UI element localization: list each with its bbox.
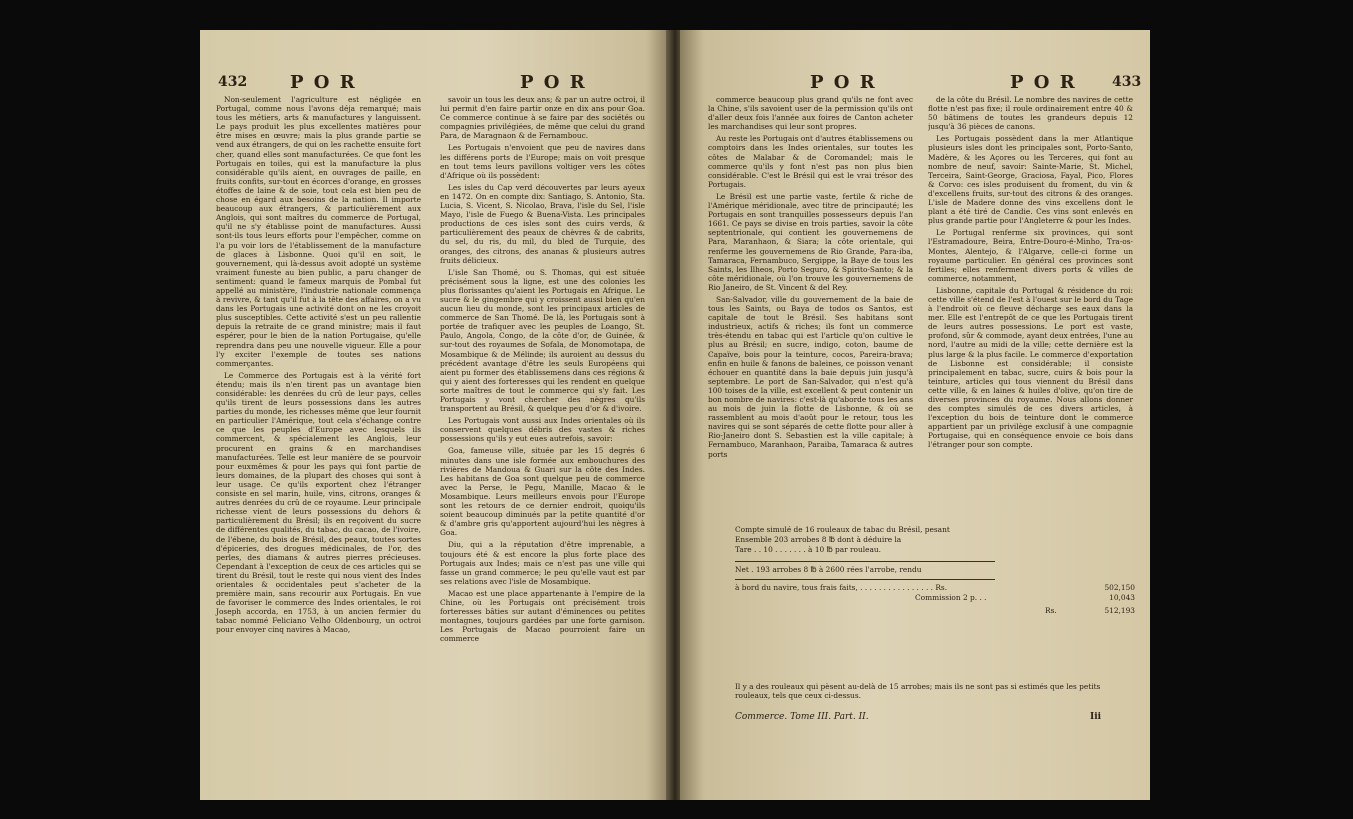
text-column-2 xyxy=(440,95,645,646)
account-summary xyxy=(735,525,1135,616)
running-head-left: P O R xyxy=(810,72,877,93)
summary-line: Tare . . 10 . . . . . . . à 10 ℔ par rouleau. xyxy=(735,545,881,554)
text-column-2 xyxy=(928,95,1133,550)
note-text: Il y a des rouleaux qui pèsent au-delà de 15 arrobes; mais ils ne sont pas si estimés que les petits rouleaux, tels que ceux ci-dessus. xyxy=(735,682,1101,700)
paragraph: Lisbonne, capitale du Portugal & résidence du roi: cette ville s'étend de l'est à l'ouest sur le bord du Tage à l'endroit où ce fleuve décharge ses eaux dans la mer. Elle est l'entrepôt de ce que les Portugais tirent de leurs autres possessions. Le port est vaste, profond, sûr & commode, ayant deux entrées, l'une au nord, l'autre au midi de la ville; cette dernière est la plus large & la plus facile. Le commerce d'exportation de Lisbonne est considérable; il consiste principalement en tabac, sucre, cuirs & bois pour la teinture, articles qui tous viennent du Brésil dans cette ville, & en laines & huiles d'olive, qu'on tire de diverses provinces du royaume. Nous allons donner des comptes simulés de ces divers articles, à l'exception du bois de teinture dont le commerce appartient par un privilège exclusif à une compagnie Portugaise, qui en conséquence envoie ce bois dans l'étranger pour son compte. xyxy=(928,285,1133,450)
text-column-1 xyxy=(216,95,421,638)
summary-line: Net . 193 arrobes 8 ℔ à 2600 rées l'arrobe, rendu xyxy=(735,565,922,574)
paragraph: Non-seulement l'agriculture est négligée en Portugal, comme nous l'avons déja remarqué; mais tous les métiers, arts & manufactures y languissent. Le pays produit les plus excellentes matières pour être mises en œuvre; mais la plus grande partie se vend aux étrangers, de qui on les rachette ensuite fort cher, quand elles sont manufacturées. Ce que font les Portugais en toiles, qui est la manufacture la plus considérable qu'ils aient, en ouvrages de paille, en fruits confits, sur-tout en écorces d'orange, en grosses étoffes de laine & de soie, tout cela est bien peu de chose en égard aux besoins de la nation. Il importe beaucoup aux étrangers, & particulièrement aux Anglois, qui sont maîtres du commerce de Portugal, qu'il ne s'y établisse point de manufactures. Aussi sont-ils tous leurs efforts pour l'empêcher, comme on l'a pu voir lors de l'établissement de la manufacture de glaces à Lisbonne. Quoi qu'il en soit, le gouvernement, qui là-dessus avoit adopté un système vraiment funeste au bien public, a paru changer de sentiment: quand le fameux marquis de Pombal fut appellé au ministère, l'industrie nationale commença à revivre, & tant qu'il fut à la tête des affaires, on a vu dans les Portugais une activité dont on ne les croyoit plus susceptibles. Cette activité s'est un peu rallentie depuis la retraite de ce grand ministre; mais il faut espérer, pour le bien de la nation Portugaise, qu'elle reprendra dans peu une nouvelle vigueur. Elle a pour l'y exciter l'exemple de toutes ses nations commerçantes. xyxy=(216,95,421,368)
left-page xyxy=(200,30,670,800)
paragraph: Goa, fameuse ville, située par les 15 degrés 6 minutes dans une isle formée aux embouchures des rivières de Mandoua & Guari sur la côte des Indes. Les habitans de Goa sont quelque peu de commerce avec la Perse, le Pegu, Manille, Macao & le Mosambique. Leurs meilleurs envois pour l'Europe sont les retours de ce dernier endroit, quoiqu'ils soient beaucoup diminués par la petite quantité d'or & d'ambre gris qu'apportent aujourd'hui les nègres à Goa. xyxy=(440,446,645,538)
paragraph: Macao est une place appartenante à l'empire de la Chine, où les Portugais ont précisément trois forteresses bâties sur autant d'éminences ou petites montagnes, toujours gardées par une forte garnison. Les Portugais de Macao pourroient faire un commerce xyxy=(440,588,645,644)
paragraph: Les Portugais vont aussi aux Indes orientales où ils conservent quelques débris des vastes & riches possessions qu'ils y eut eues autrefois, savoir: xyxy=(440,416,645,444)
text-column-1 xyxy=(708,95,913,462)
paragraph: Diu, qui a la réputation d'être imprenable, a toujours été & est encore la plus forte place des Portugais aux Indes; mais ce n'est pas une ville qui fasse un grand commerce; le peu qu'elle vaut est par ses relations avec l'isle de Mosambique. xyxy=(440,540,645,586)
paragraph: commerce beaucoup plus grand qu'ils ne font avec la Chine, s'ils savoient user de la permission qu'ils ont d'aller deux fois l'année aux foires de Canton acheter les marchandises qui leur sont propres. xyxy=(708,95,913,132)
summary-line: Commission 2 p. . . xyxy=(915,593,987,602)
summary-value: 502,150 xyxy=(1104,583,1135,592)
footer-signature-line: Commerce. Tome III. Part. II. xyxy=(735,712,869,722)
running-head-left: P O R xyxy=(290,72,357,93)
paragraph: San-Salvador, ville du gouvernement de la baie de tous les Saints, ou Baya de todos os Santos, est capitale de tout le Brésil. Ses habitans sont industrieux, actifs & riches; ils font un commerce très-étendu en tabac qui est l'article qu'on cultive le plus au Brésil; en sucre, indigo, coton, baume de Capaïve, bois pour la teinture, cocos, Pareira-brava; enfin en huile & fanons de baleines, ce poisson venant échouer en quantité dans la baie depuis juin jusqu'à septembre. Le port de San-Salvador, qui n'est qu'à 100 toises de la ville, est excellent & peut contenir un bon nombre de navires: c'est-là qu'aborde tous les ans au mois de juin la flotte de Lisbonne, & où se rassemblent au mois d'août pour le retour, tous les navires qui se sont séparés de cette flotte pour aller à Rio-Janeiro dont S. Sebastien est la ville capitale; à Fernambuco, Maranhaon, Paraiba, Tamaraca & autres ports xyxy=(708,294,913,459)
running-head-right: P O R xyxy=(520,72,587,93)
paragraph: Le Portugal renferme six provinces, qui sont l'Estramadoure, Beira, Entre-Douro-é-Minho, Tra-os-Montes, Alentejo, & l'Algarve, celle-ci forme un royaume particulier. En général ces provinces sont fertiles; elles renferment divers ports & villes de commerce, notamment, xyxy=(928,228,1133,283)
paragraph: L'isle San Thomé, ou S. Thomas, qui est située précisément sous la ligne, est une des colonies les plus florissantes qu'aient les Portugais en Afrique. Le sucre & le gingembre qui y croissent aussi bien qu'en aucun lieu du monde, sont les principaux articles de commerce de San Thomé. De là, les Portugais sont à portée de trafiquer avec les peuples de Loango, St. Paulo, Angola, Congo, de la côte d'or, de Guinée, & sur-tout des royaumes de Sofala, de Monomotapa, de Mosambique & de Mélinde; ils auroient au dessus du précédent avantage d'être les seuls Européens qui aient pu former des établissemens dans ces régions & qui y aient des forteresses qui les rendent en quelque sorte maîtres de tout le commerce qui s'y fait. Les Portugais y vont chercher des nègres qu'ils transportent au Brésil, & quelque peu d'or & d'ivoire. xyxy=(440,267,645,414)
summary-value: 10,043 xyxy=(1109,593,1135,602)
paragraph: de la côte du Brésil. Le nombre des navires de cette flotte n'est pas fixe; il roule ordinairement entre 40 & 50 bâtimens de toutes les grandeurs depuis 12 jusqu'à 36 pièces de canons. xyxy=(928,95,1133,132)
paragraph: Le Commerce des Portugais est à la vérité fort étendu; mais ils n'en tirent pas un avantage bien considérable: les denrées du crû de leur pays, celles qu'ils tirent de leurs possessions dans les autres parties du monde, les richesses même que leur fournit en particulier l'Amérique, tout cela s'échange contre ce que les peuples d'Europe avec lesquels ils commercent, & spécialement les Anglois, leur procurent en grains & en marchandises manufacturées. Telle est leur manière de se pourvoir pour euxmêmes & pour les pays qui font partie de leurs domaines, de la plupart des choses qui sont à leur usage. Ce qu'ils exportent chez l'étranger consiste en sel marin, huile, vins, citrons, oranges & autres denrées du crû de ce royaume. Leur principale richesse vient de leurs possessions du dehors & particulièrement du Brésil; ils en reçoivent du sucre de différentes qualités, du tabac, du cacao, de l'ivoire, de l'ébene, du bois de Brésil, des peaux, toutes sortes d'épiceries, des drogues médicinales, de l'or, des perles, des diamans & autres pierres précieuses. Cependant à l'exception de ceux de ces articles qui se tirent du Brésil, tout le reste qui nous vient des Indes orientales & occidentales peut s'acheter de la première main, sans recourir aux Portugais. En vue de favoriser le commerce des Indes orientales, le roi Joseph accorda, en 1753, à un ancien fermier du tabac nommé Feliciano Velho Oldenbourg, un octroi pour envoyer cinq navires à Macao, xyxy=(216,370,421,635)
total-value: 512,193 xyxy=(1104,606,1135,615)
total-label: Rs. xyxy=(1045,606,1057,615)
page-number: 433 xyxy=(1112,74,1142,90)
printer-signature: Iii xyxy=(1090,712,1102,722)
paragraph: Le Brésil est une partie vaste, fertile & riche de l'Amérique méridionale, avec titre de principauté; les Portugais en sont tranquilles possesseurs depuis l'an 1661. Ce pays se divise en trois parties, savoir la côte septentrionale, qui contient les gouvernemens de Para, Maranhaon, & Siara; la côte orientale, qui renferme les gouvernemens de Rio Grande, Para-iba, Tamaraca, Fernambuco, Sergippe, la Baye de tous les Saints, les Ilheos, Porto Seguro, & Spirito-Santo; & la côte méridionale, où l'on trouve les gouvernemens de Rio Janeiro, de St. Vincent & del Rey. xyxy=(708,191,913,292)
paragraph: savoir un tous les deux ans; & par un autre octroi, il lui permit d'en faire partir onze en dix ans pour Goa. Ce commerce continue à se faire par des sociétés ou compagnies privilégiées, de même que celui du grand Para, de Maragnaon & de Fernambouc. xyxy=(440,95,645,141)
paragraph: Les isles du Cap verd découvertes par leurs ayeux en 1472. On en compte dix: Santiago, S. Antonio, Sta. Lucia, S. Vicent, S. Nicolao, Brava, l'isle du Sel, l'isle Mayo, l'isle de Fuego & Buena-Vista. Les principales productions de ces isles sont des cuirs verds, & particulièrement des peaux de chèvres & de cabrits, du sel, du ris, du mil, du bled de Turquie, des oranges, des citrons, des ananas & plusieurs autres fruits délicieux. xyxy=(440,182,645,265)
running-head-right: P O R xyxy=(1010,72,1077,93)
paragraph: Au reste les Portugais ont d'autres établissemens ou comptoirs dans les Indes orientales, sur toutes les côtes de Malabar & de Coromandel; mais le commerce qu'ils y font n'est pas non plus bien considérable. C'est le Brésil qui est le vrai trésor des Portugais. xyxy=(708,134,913,189)
summary-line: Ensemble 203 arrobes 8 ℔ dont à déduire la xyxy=(735,535,902,544)
paragraph: Les Portugais n'envoient que peu de navires dans les différens ports de l'Europe; mais on voit presque en tout tems leurs pavillons voltiger vers les côtes d'Afrique où ils possèdent: xyxy=(440,143,645,180)
summary-line: à bord du navire, tous frais faits, . . . . . . . . . . . . . . . . Rs. xyxy=(735,583,948,592)
page-number: 432 xyxy=(218,74,248,90)
summary-line: Compte simulé de 16 rouleaux de tabac du Brésil, pesant xyxy=(735,525,950,534)
paragraph: Les Portugais possèdent dans la mer Atlantique plusieurs isles dont les principales sont, Porto-Santo, Madère, & les Açores ou les Terceres, qui font au nombre de neuf, savoir: Sainte-Marie, St. Michel, Terceira, Saint-George, Graciosa, Fayal, Pico, Flores & Corvo: ces isles produisent du froment, du vin & d'excellens fruits, sur-tout des citrons & des oranges. L'isle de Madere donne des vins excellens dont le plant a été tiré de Candie. Ces vins sont enlevés en plus grande partie pour l'Angleterre & pour les Indes. xyxy=(928,134,1133,226)
